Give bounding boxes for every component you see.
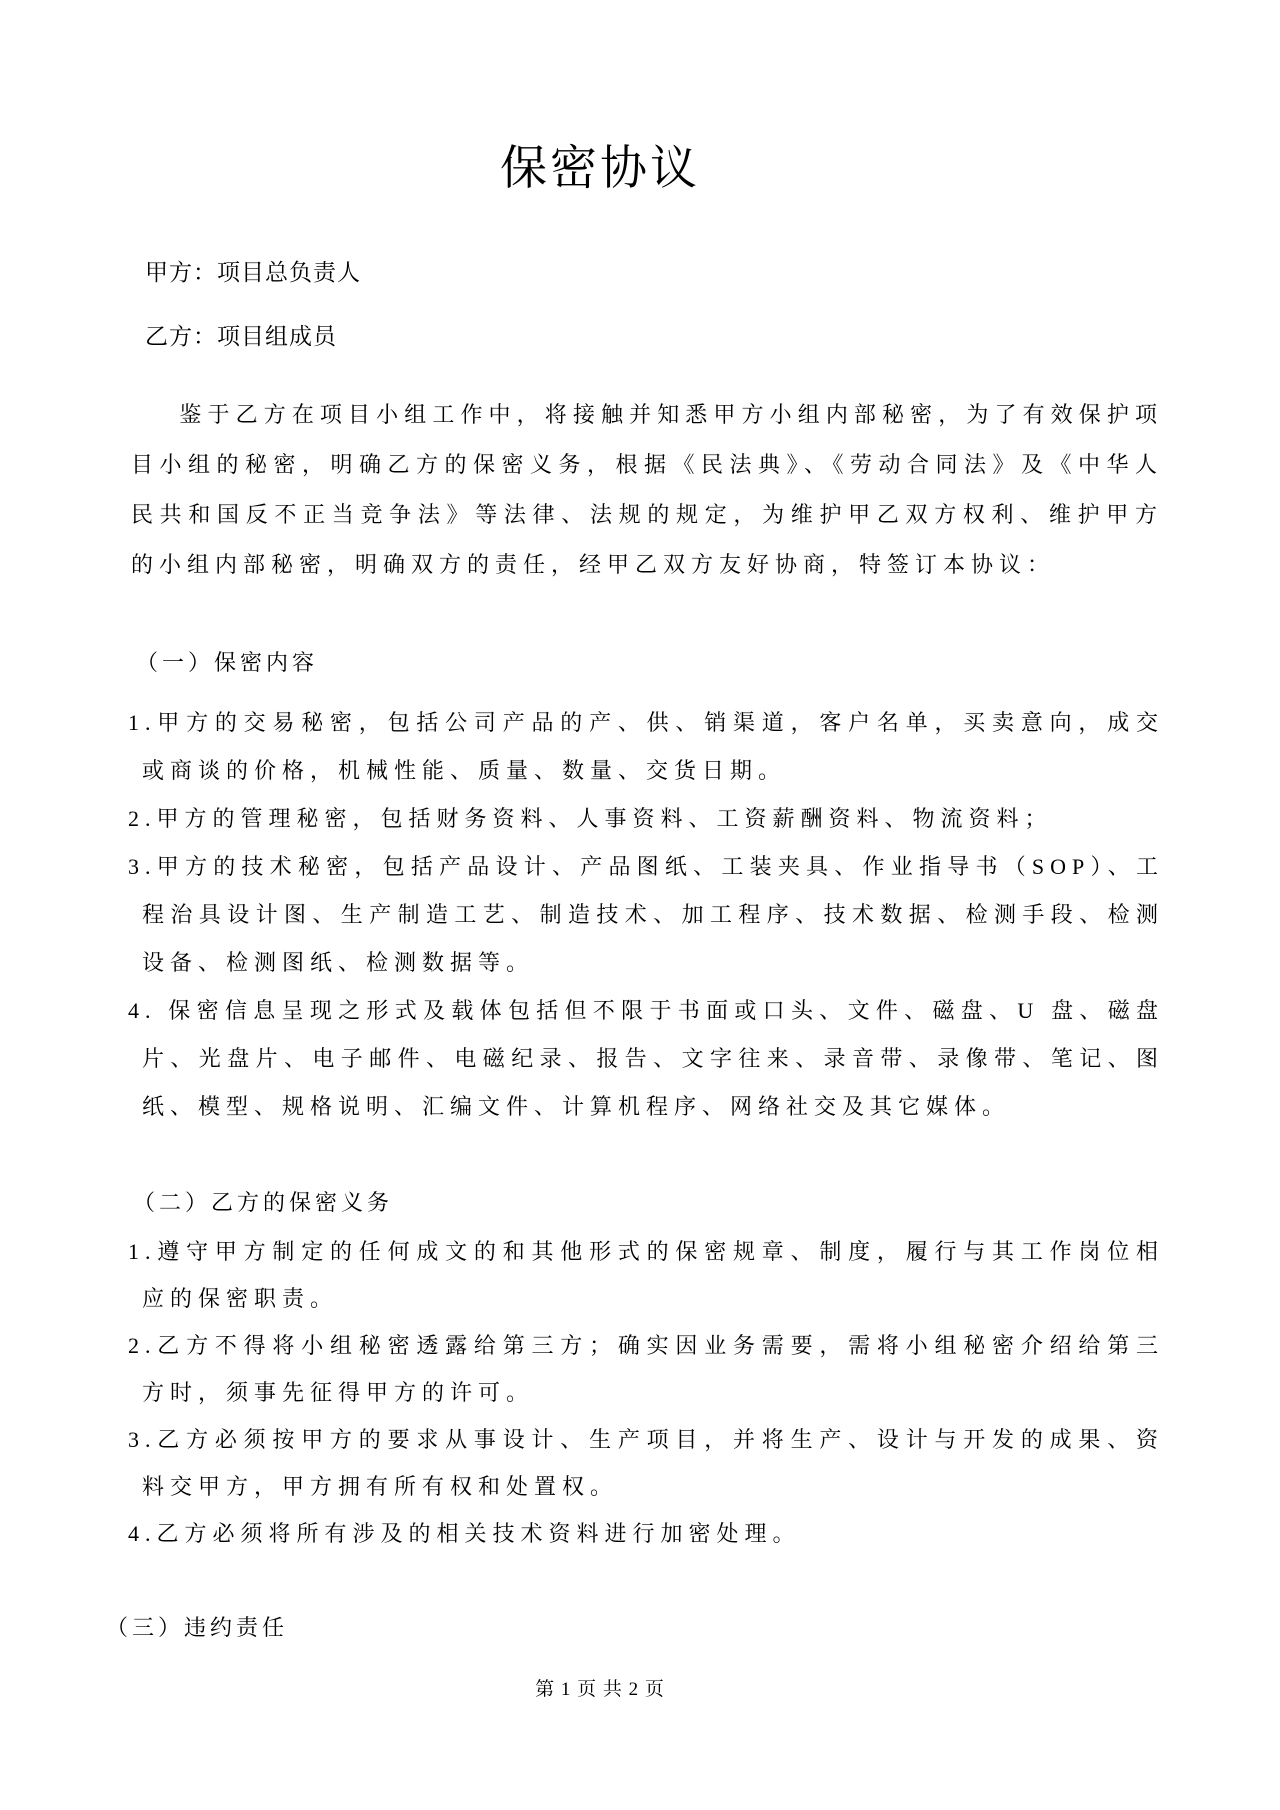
section-heading-party-b-obligations: （二）乙方的保密义务 (133, 1190, 394, 1215)
page-number-footer: 第 1 页 共 2 页 (535, 1679, 665, 1700)
list-item: 3.甲方的技术秘密，包括产品设计、产品图纸、工装夹具、作业指导书（SOP）、工程治具设计图、生产制造工艺、制造技术、加工程序、技术数据、检测手段、检测设备、检测图纸、检测数据等。 (128, 854, 1164, 975)
list-item: 2.乙方不得将小组秘密透露给第三方；确实因业务需要，需将小组秘密介绍给第三方时，须事先征得甲方的许可。 (128, 1333, 1164, 1405)
list-item: 4.乙方必须将所有涉及的相关技术资料进行加密处理。 (128, 1521, 801, 1546)
preamble-paragraph: 鉴于乙方在项目小组工作中，将接触并知悉甲方小组内部秘密，为了有效保护项目小组的秘密，明确乙方的保密义务，根据《民法典》、《劳动合同法》及《中华人民共和国反不正当竞争法》等法律、法规的规定，为维护甲乙双方权利、维护甲方的小组内部秘密，明确双方的责任，经甲乙双方友好协商，特签订本协议： (131, 402, 1163, 577)
section-1-item-list (128, 699, 1164, 1131)
section-heading-breach-liability: （三）违约责任 (106, 1615, 289, 1640)
list-item: 1.甲方的交易秘密，包括公司产品的产、供、销渠道，客户名单，买卖意向，成交或商谈的价格，机械性能、质量、数量、交货日期。 (128, 710, 1164, 783)
list-item: 4. 保密信息呈现之形式及载体包括但不限于书面或口头、文件、磁盘、U 盘、磁盘片、光盘片、电子邮件、电磁纪录、报告、文字往来、录音带、录像带、笔记、图纸、模型、规格说明、汇编文件、计算机程序、网络社交及其它媒体。 (128, 998, 1164, 1119)
party-b-line: 乙方：项目组成员 (145, 324, 337, 349)
document-title: 保密协议 (500, 143, 700, 195)
section-2-item-list (128, 1228, 1164, 1557)
party-a-line: 甲方：项目总负责人 (145, 260, 361, 285)
section-heading-confidential-content: （一）保密内容 (136, 650, 319, 675)
list-item: 1.遵守甲方制定的任何成文的和其他形式的保密规章、制度，履行与其工作岗位相应的保密职责。 (128, 1239, 1164, 1311)
list-item: 2.甲方的管理秘密，包括财务资料、人事资料、工资薪酬资料、物流资料； (128, 806, 1053, 831)
list-item: 3.乙方必须按甲方的要求从事设计、生产项目，并将生产、设计与开发的成果、资料交甲方，甲方拥有所有权和处置权。 (128, 1427, 1164, 1499)
